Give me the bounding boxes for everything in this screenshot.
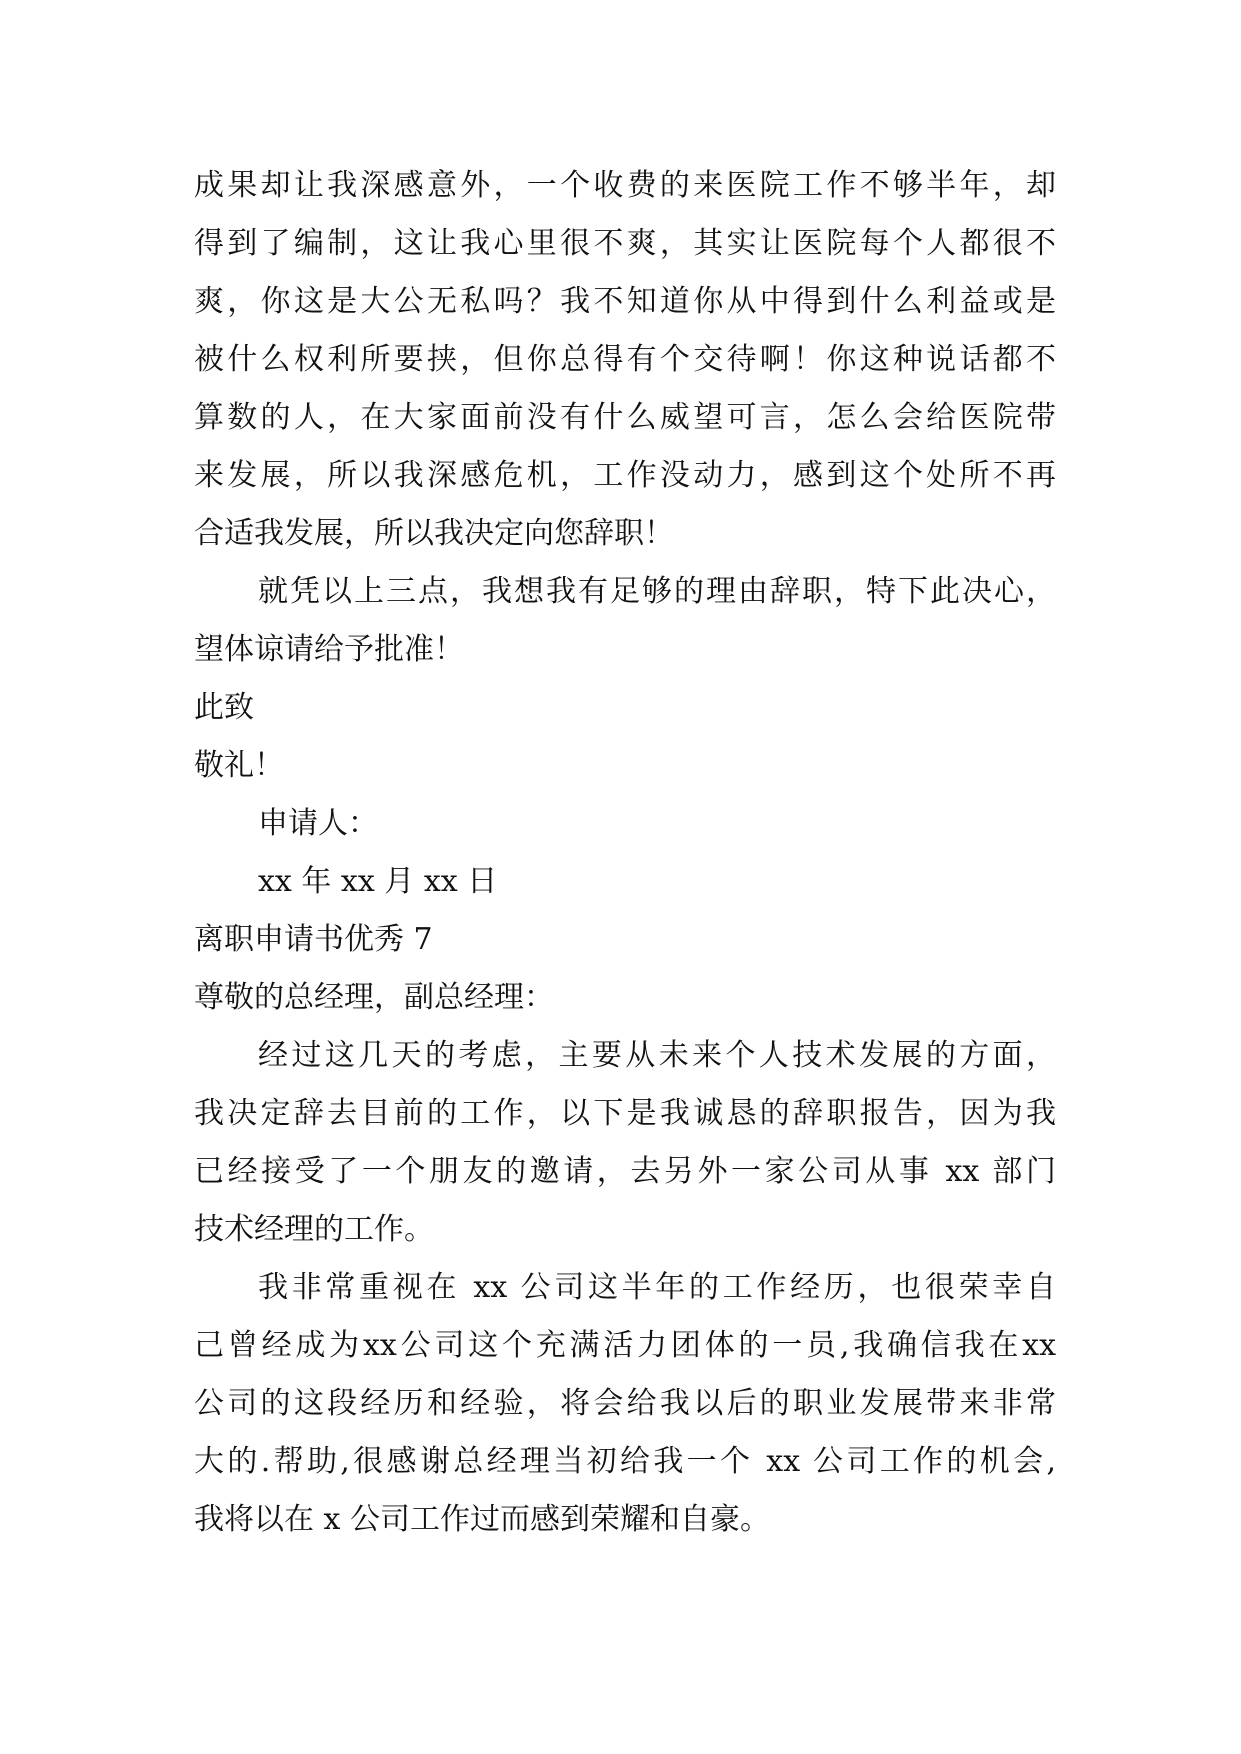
text-line: 我将以在 x 公司工作过而感到荣耀和自豪。 xyxy=(194,1502,770,1537)
text-line: 技术经理的工作。 xyxy=(194,1212,434,1247)
closing-salute: 敬礼！ xyxy=(194,748,284,783)
closing-phrase: 此致 xyxy=(194,690,254,725)
text-line: 来发展，所以我深感危机，工作没动力，感到这个处所不再 xyxy=(194,458,1056,493)
text-line: 算数的人，在大家面前没有什么威望可言，怎么会给医院带 xyxy=(194,400,1056,435)
text-line: 被什么权利所要挟，但你总得有个交待啊！你这种说话都不 xyxy=(194,342,1056,377)
text-line: 望体谅请给予批准！ xyxy=(194,632,464,667)
section-title: 离职申请书优秀 7 xyxy=(194,922,433,957)
text-line: 就凭以上三点，我想我有足够的理由辞职，特下此决心， xyxy=(258,574,1056,609)
text-line: 得到了编制，这让我心里很不爽，其实让医院每个人都很不 xyxy=(194,226,1056,261)
text-line: 公司的这段经历和经验，将会给我以后的职业发展带来非常 xyxy=(194,1386,1056,1421)
salutation: 尊敬的总经理，副总经理： xyxy=(194,980,554,1015)
text-line: 爽，你这是大公无私吗？我不知道你从中得到什么利益或是 xyxy=(194,284,1056,319)
text-line: 成果却让我深感意外，一个收费的来医院工作不够半年，却 xyxy=(194,168,1056,203)
text-line: 我非常重视在 xx 公司这半年的工作经历，也很荣幸自 xyxy=(258,1270,1056,1305)
text-line: 合适我发展，所以我决定向您辞职！ xyxy=(194,516,674,551)
date-line: xx 年 xx 月 xx 日 xyxy=(258,864,498,899)
applicant-label: 申请人： xyxy=(258,806,378,841)
text-line: 大的.帮助,很感谢总经理当初给我一个 xx 公司工作的机会, xyxy=(194,1444,1056,1479)
text-line: 己曾经成为xx公司这个充满活力团体的一员,我确信我在xx xyxy=(194,1328,1056,1363)
text-line: 已经接受了一个朋友的邀请，去另外一家公司从事 xx 部门 xyxy=(194,1154,1056,1189)
text-line: 我决定辞去目前的工作，以下是我诚恳的辞职报告，因为我 xyxy=(194,1096,1056,1131)
text-line: 经过这几天的考虑，主要从未来个人技术发展的方面， xyxy=(258,1038,1056,1073)
